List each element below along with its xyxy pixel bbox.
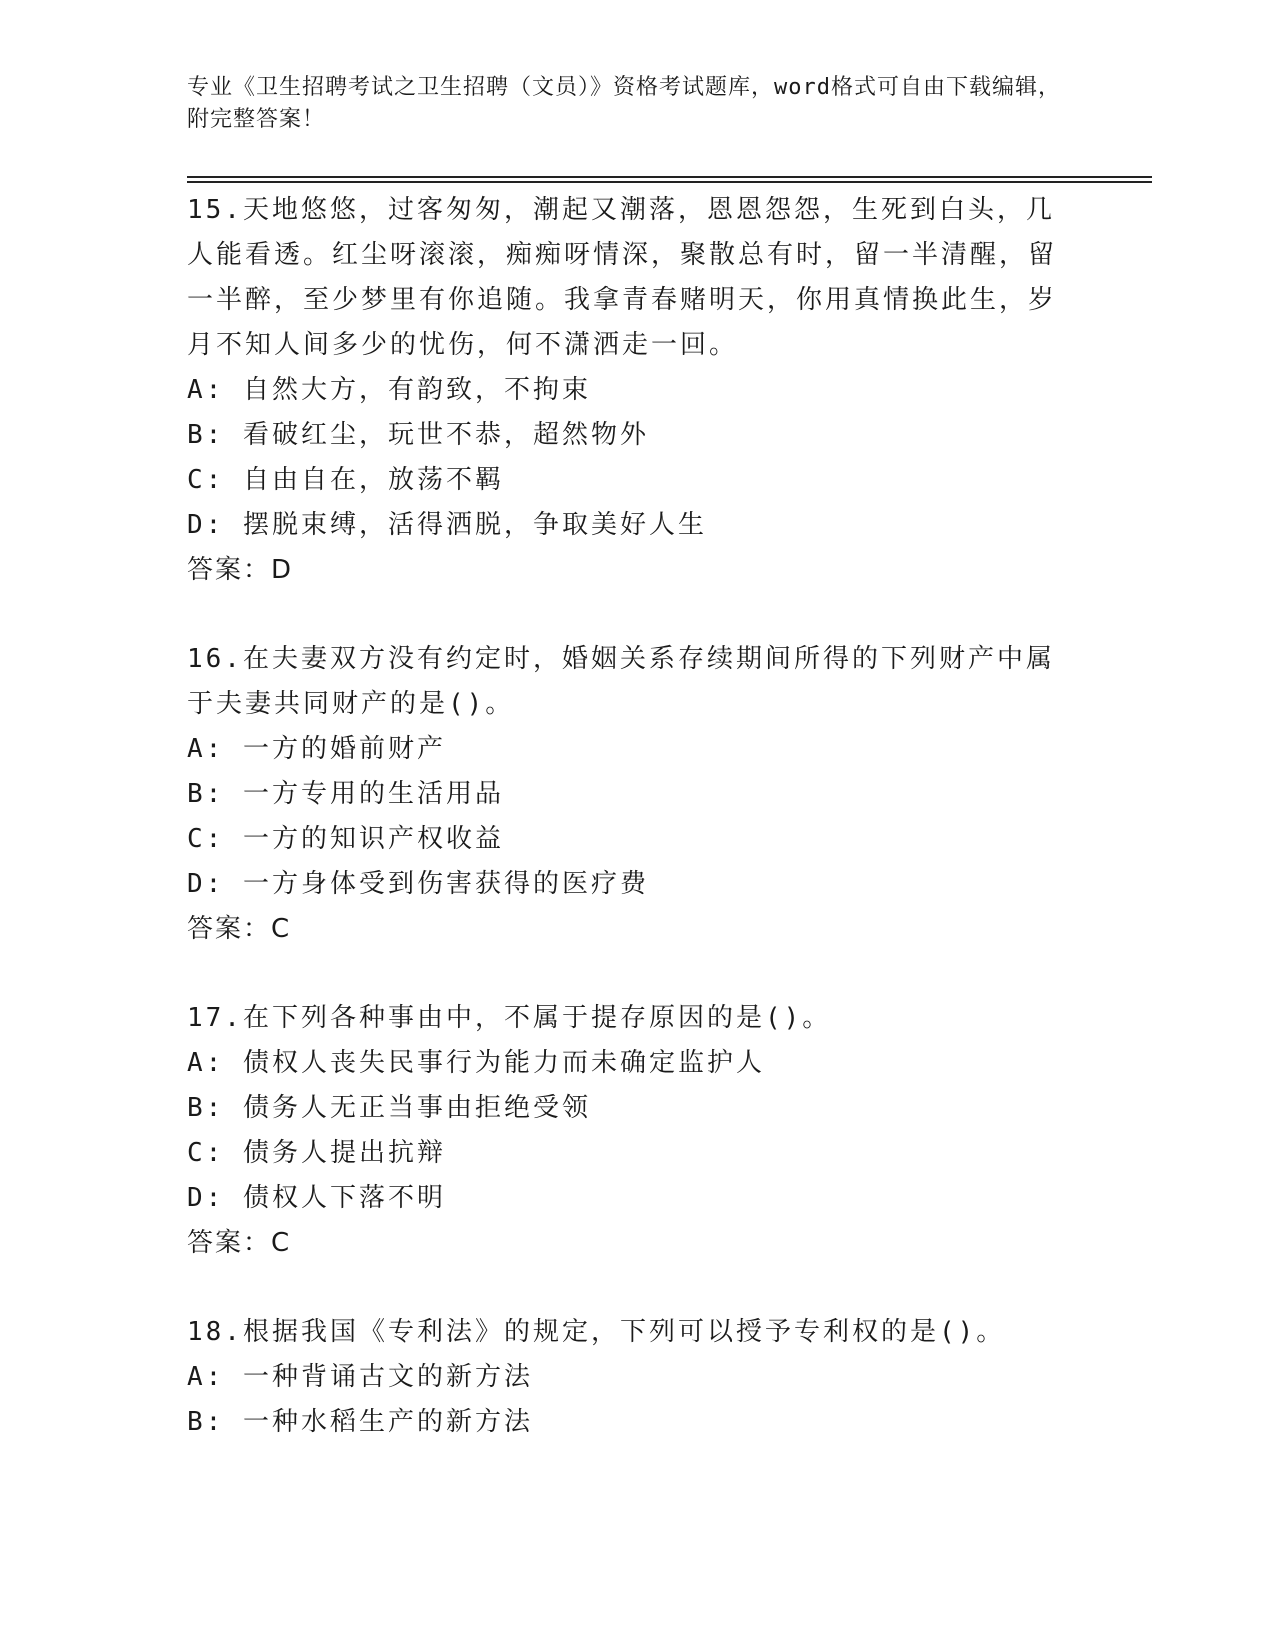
option-d: D: 债权人下落不明 — [187, 1183, 446, 1213]
question-text: 18.根据我国《专利法》的规定，下列可以授予专利权的是()。 — [187, 1317, 1006, 1347]
option-b: B: 一种水稻生产的新方法 — [187, 1407, 533, 1437]
question-list — [187, 188, 1077, 1489]
option-b: B: 债务人无正当事由拒绝受领 — [187, 1093, 591, 1123]
answer: 答案：C — [187, 914, 292, 944]
option-a: A: 自然大方，有韵致，不拘束 — [187, 375, 591, 405]
option-d: D: 摆脱束缚，活得洒脱，争取美好人生 — [187, 510, 707, 540]
document-header — [187, 72, 1067, 136]
answer: 答案：D — [187, 555, 294, 585]
option-b: B: 看破红尘，玩世不恭，超然物外 — [187, 420, 649, 450]
option-d: D: 一方身体受到伤害获得的医疗费 — [187, 869, 649, 899]
question-text: 15.天地悠悠，过客匆匆，潮起又潮落，恩恩怨怨，生死到白头，几人能看透。红尘呀滚滚，痴痴呀情深，聚散总有时，留一半清醒，留一半醉，至少梦里有你追随。我拿青春赌明天，你用真情换此生，岁月不知人间多少的忧伤，何不潇洒走一回。 — [187, 195, 1058, 360]
answer: 答案：C — [187, 1228, 292, 1258]
question-text: 16.在夫妻双方没有约定时，婚姻关系存续期间所得的下列财产中属于夫妻共同财产的是()。 — [187, 644, 1055, 719]
option-c: C: 自由自在，放荡不羁 — [187, 465, 504, 495]
option-b: B: 一方专用的生活用品 — [187, 779, 504, 809]
option-a: A: 一种背诵古文的新方法 — [187, 1362, 533, 1392]
question-16 — [187, 637, 1077, 952]
question-text: 17.在下列各种事由中，不属于提存原因的是()。 — [187, 1003, 832, 1033]
question-17 — [187, 996, 1077, 1266]
option-c: C: 债务人提出抗辩 — [187, 1138, 446, 1168]
option-a: A: 一方的婚前财产 — [187, 734, 446, 764]
header-rule-bottom — [187, 181, 1152, 183]
question-15 — [187, 188, 1077, 593]
header-rule-top — [187, 176, 1152, 178]
header-text: 专业《卫生招聘考试之卫生招聘（文员）》资格考试题库，word格式可自由下载编辑，附完整答案！ — [187, 75, 1061, 132]
question-18 — [187, 1310, 1077, 1445]
option-a: A: 债权人丧失民事行为能力而未确定监护人 — [187, 1048, 765, 1078]
option-c: C: 一方的知识产权收益 — [187, 824, 504, 854]
